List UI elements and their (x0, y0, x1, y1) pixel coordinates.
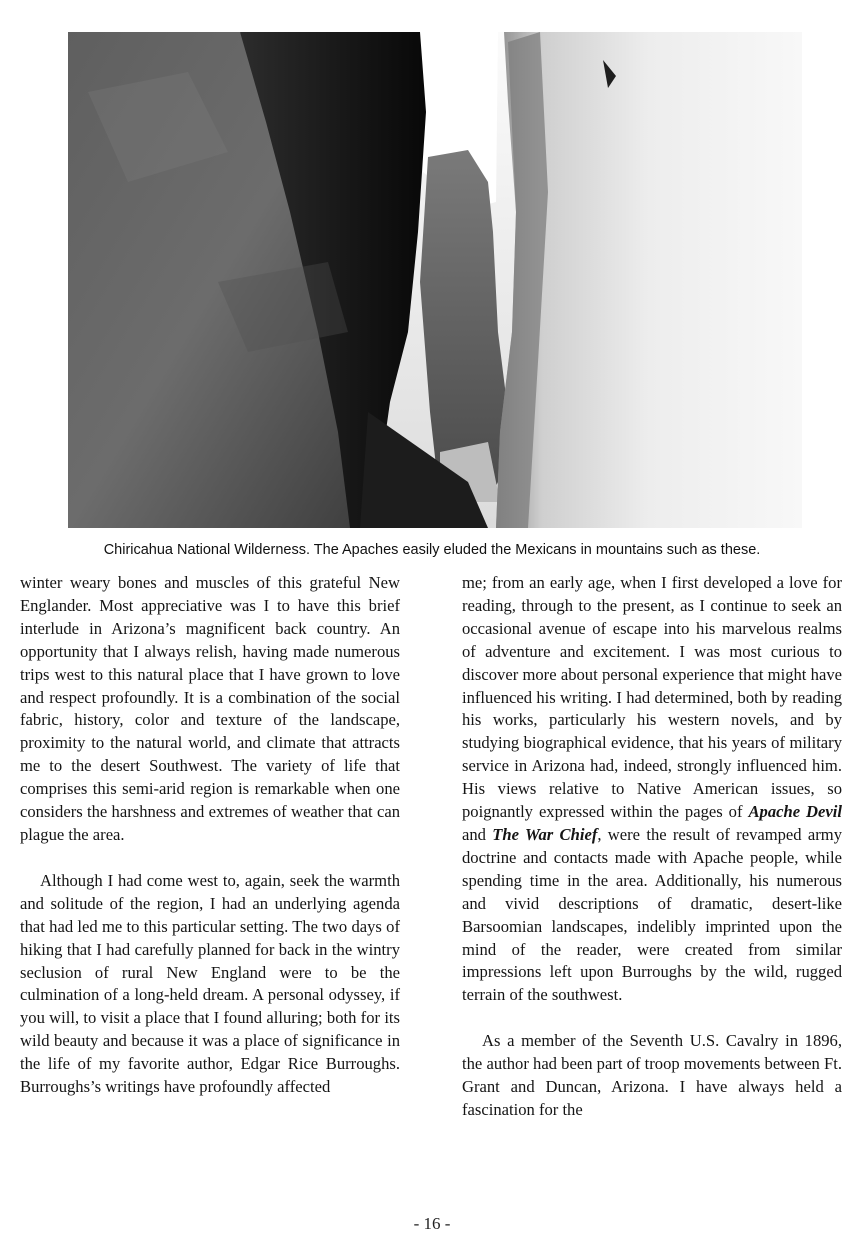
right-column (462, 572, 842, 1122)
rock-crevice-image (68, 32, 802, 528)
page-number: - 16 - (413, 1214, 451, 1233)
body-paragraph: As a member of the Seventh U.S. Cavalry in 1896, the author had been part of troop movements between Ft. Grant and Duncan, Arizona. I have always held a fascination for the (462, 1031, 842, 1119)
body-text: , were the result of revamped army doctrine and contacts made with Apache people, while spending time in the area. Additionally, his numerous and vivid descriptions of dramatic, desert-like Barsoomian landscapes, indelibly imprinted upon the mind of the reader, were created from similar impressions left upon Burroughs by the wild, rugged terrain of the southwest. (462, 824, 842, 1005)
book-title: The War Chief (492, 824, 598, 844)
book-title: Apache Devil (748, 802, 842, 822)
body-paragraph: winter weary bones and muscles of this grateful New Englander. Most appreciative was I to have this brief interlude in Arizona’s magnificent back country. An opportunity that I always relish, having made numerous trips west to this natural place that I have grown to love and respect profoundly. It is a combination of the social fabric, history, color and texture of the landscape, proximity to the natural world, and climate that attracts me to the desert Southwest. The variety of life that comprises this semi-arid region is remarkable when one considers the harshness and extremes of weather that can plague the area. (20, 573, 400, 844)
conjunction-text: and (462, 824, 493, 844)
body-text: me; from an early age, when I first developed a love for reading, through to the present, as I continue to seek an occasional avenue of escape into his marvelous realms of adventure and excitement. I was most curious to discover more about personal experience that might have influenced his writing. I had determined, both by reading his works, particularly his western novels, and by studying biographical evidence, that his years of military service in Arizona had, indeed, strongly influenced him. His views relative to Native American issues, so poignantly expressed within the pages of (462, 573, 842, 822)
canyon-photo (68, 32, 802, 528)
photo-caption: Chiricahua National Wilderness. The Apaches easily eluded the Mexicans in mountains such as these. (103, 542, 761, 558)
body-paragraph (462, 572, 842, 1007)
left-column (20, 572, 400, 1099)
body-paragraph: Although I had come west to, again, seek the warmth and solitude of the region, I had an underlying agenda that had led me to this particular setting. The two days of hiking that I had carefully planned for back in the wintry seclusion of rural New England were to be the culmination of a long-held dream. A personal odyssey, if you will, to visit a place that I found alluring; both for its wild beauty and because it was a place of significance in the life of my favorite author, Edgar Rice Burroughs. Burroughs’s writings have profoundly affected (20, 870, 400, 1097)
